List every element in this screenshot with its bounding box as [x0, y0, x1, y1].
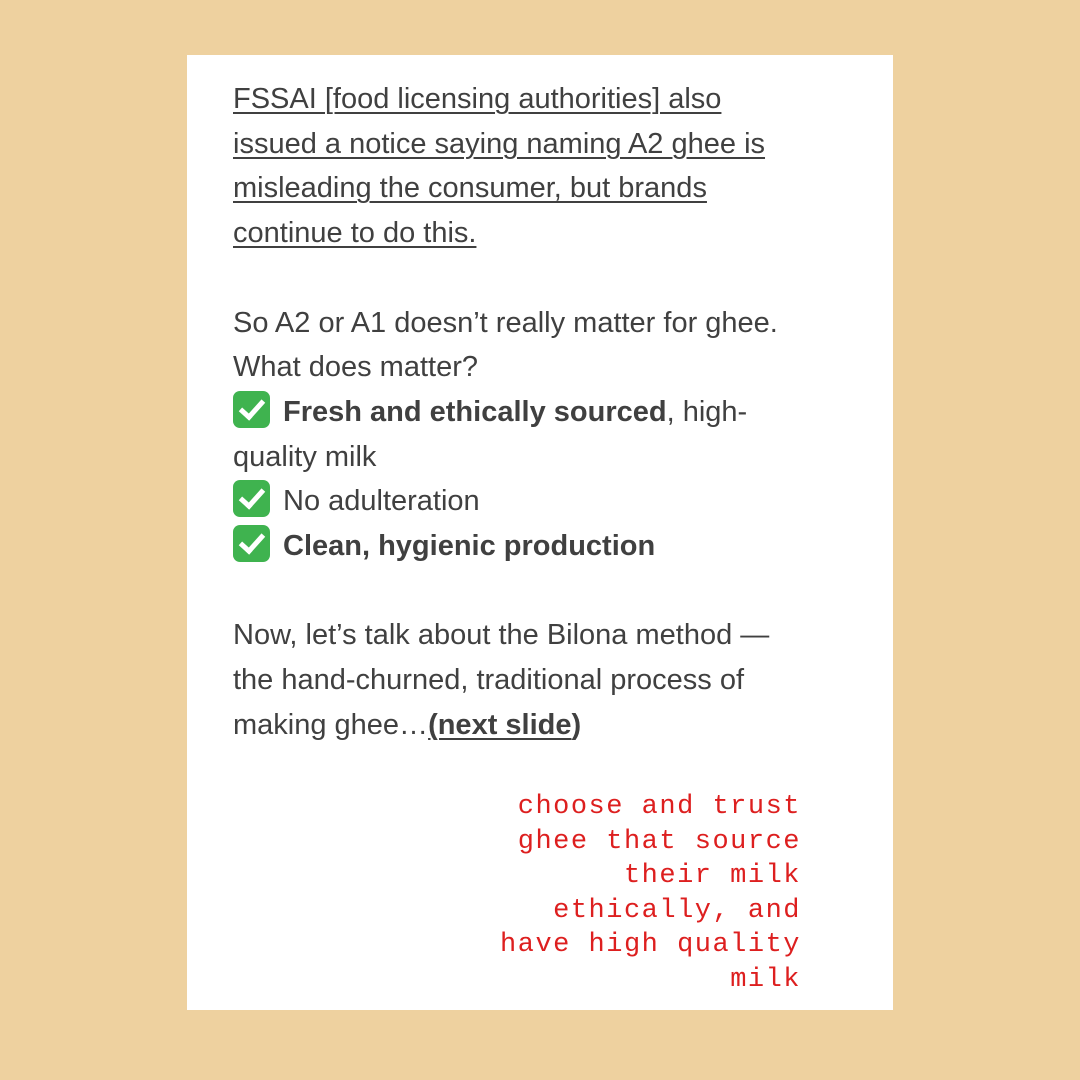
annotation-line-6: milk: [730, 964, 801, 995]
annotation-line-5: have high quality: [500, 930, 801, 961]
bilona-line-3-prefix: making ghee…: [233, 708, 429, 741]
fssai-line-1: FSSAI [food licensing authorities] also: [233, 83, 722, 115]
slide-text: [233, 77, 853, 748]
bilona-line-2: the hand-churned, traditional process of: [233, 664, 745, 697]
fssai-line-3: misleading the consumer, but brands: [233, 172, 707, 205]
handwritten-style-annotation: [441, 790, 801, 998]
what-matters-paragraph: [233, 301, 853, 390]
checklist-adulteration-text: No adulteration: [283, 485, 480, 518]
checklist-item-fresh: [233, 390, 853, 479]
next-slide-link[interactable]: (next slide: [428, 708, 572, 741]
what-matters-line: What does matter?: [233, 351, 478, 384]
annotation-line-1: choose and trust: [517, 792, 801, 822]
checklist-fresh-rest: , high-: [666, 395, 748, 428]
checklist-item-production: [233, 524, 853, 569]
paragraph-spacer: [233, 256, 853, 301]
fssai-line-4: continue to do this.: [233, 217, 477, 250]
bilona-paragraph: [233, 613, 853, 747]
annotation-line-2: ghee that source: [517, 826, 801, 857]
next-slide-paren: ): [571, 708, 582, 741]
slide-card: [187, 55, 893, 1010]
a2-a1-line: So A2 or A1 doesn’t really matter for ghee.: [233, 306, 778, 339]
checklist-fresh-continuation: quality milk: [233, 440, 377, 473]
checklist-production-bold: Clean, hygienic production: [283, 530, 656, 563]
fssai-notice-paragraph: [233, 77, 853, 256]
paragraph-spacer: [233, 569, 853, 614]
annotation-line-4: ethically, and: [553, 895, 801, 926]
checklist-item-adulteration: [233, 479, 853, 524]
fssai-line-2: issued a notice saying naming A2 ghee is: [233, 127, 766, 160]
check-mark-button-icon: [233, 480, 270, 517]
check-mark-button-icon: [233, 525, 270, 562]
check-mark-button-icon: [233, 391, 270, 428]
bilona-line-1: Now, let’s talk about the Bilona method —: [233, 619, 770, 652]
checklist-fresh-bold: Fresh and ethically sourced: [283, 395, 667, 428]
annotation-line-3: their milk: [623, 861, 801, 892]
